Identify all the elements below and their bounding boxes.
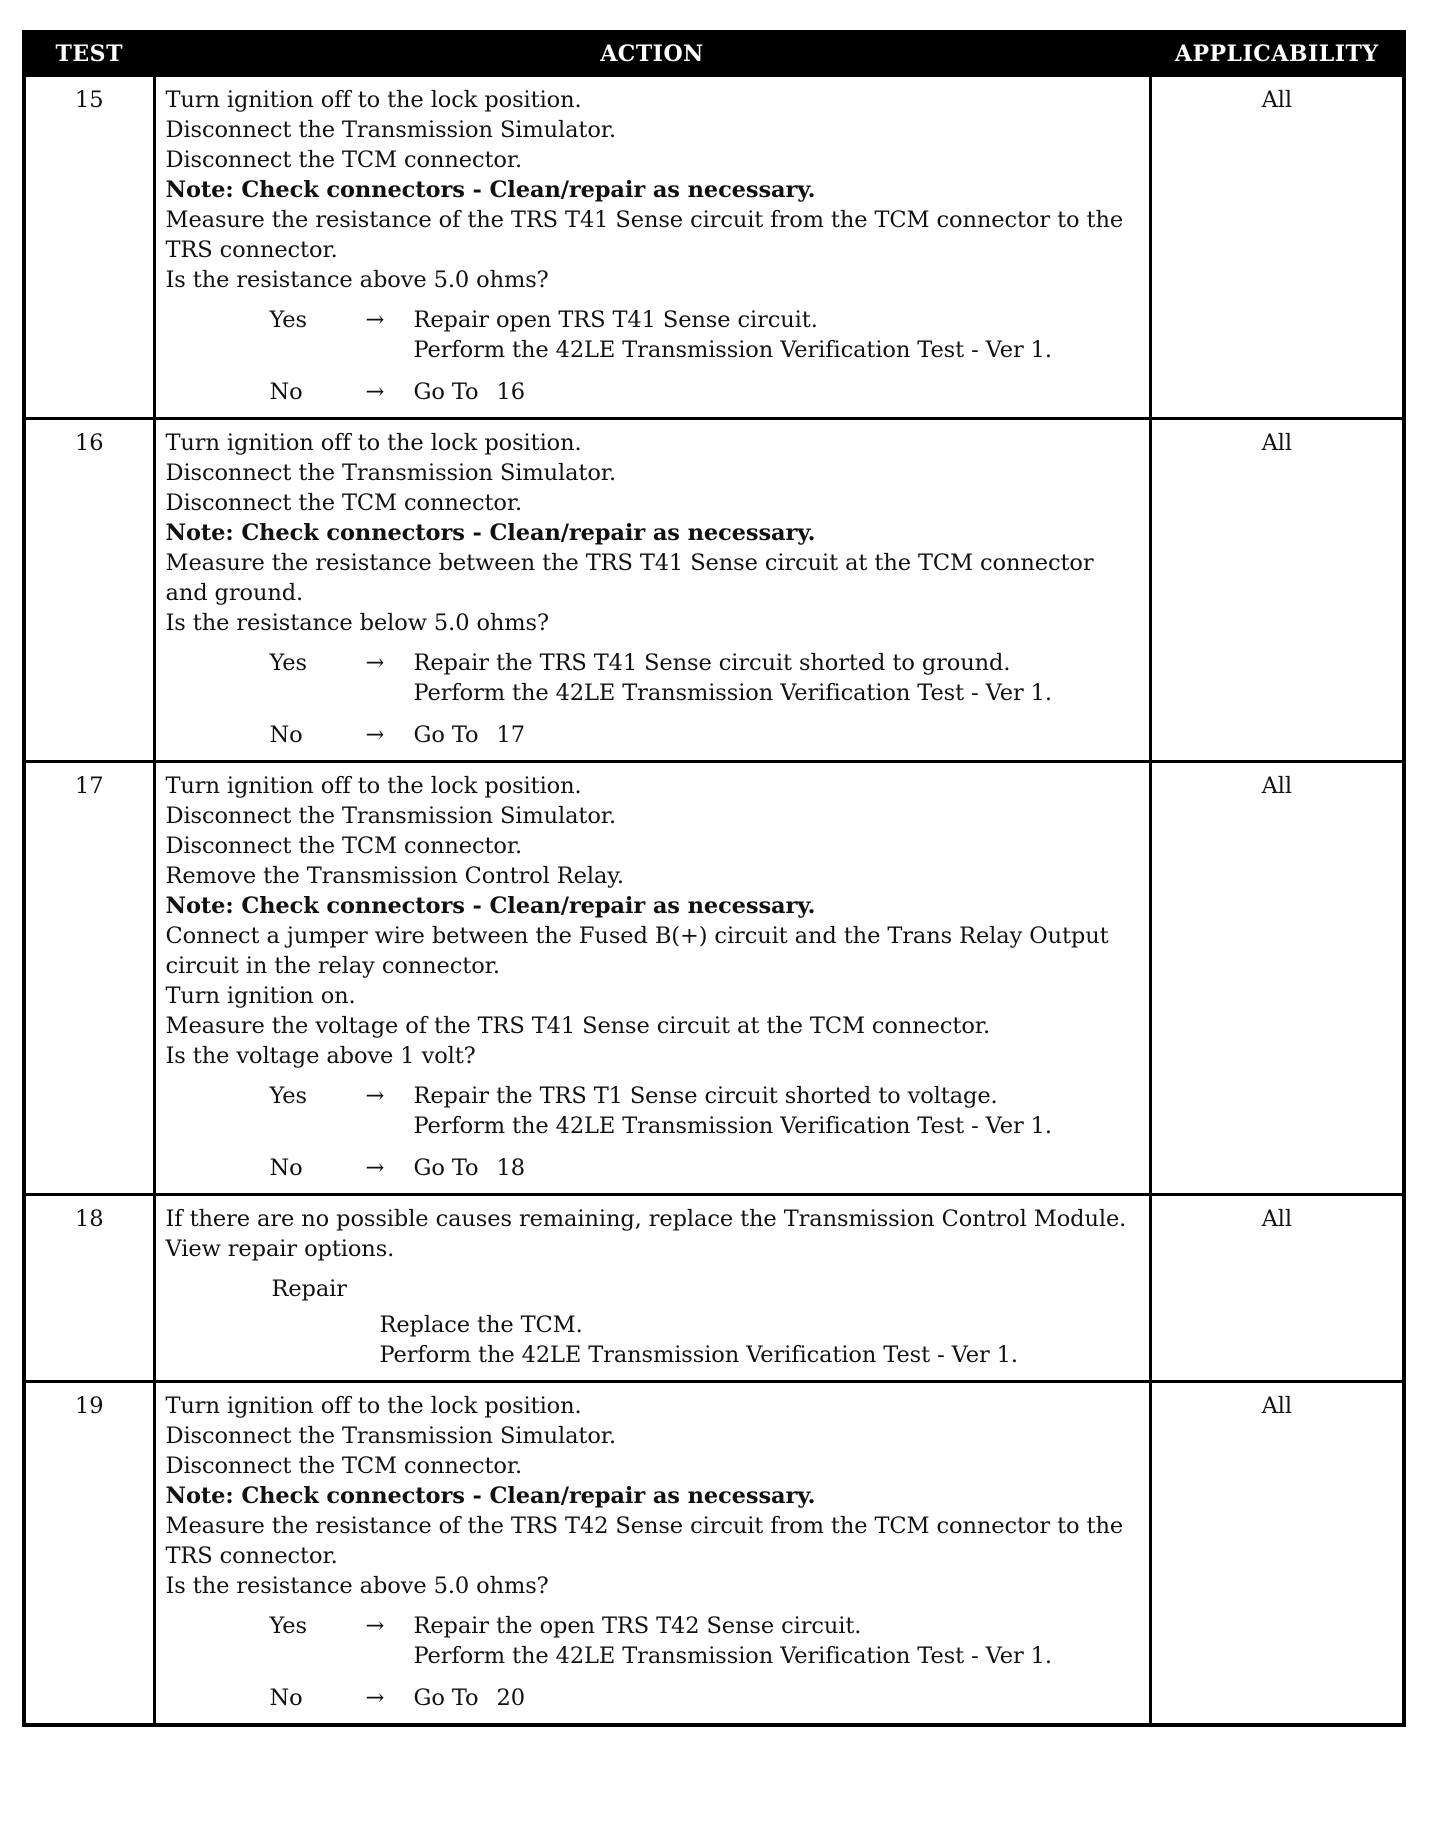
yes-label: Yes: [269, 1083, 307, 1109]
test-number: 18: [24, 1195, 154, 1382]
question-line: Is the voltage above 1 volt?: [165, 1043, 476, 1069]
action-line: Measure the voltage of the TRS T41 Sense circuit at the TCM connector.: [165, 1013, 991, 1039]
yes-action: Perform the 42LE Transmission Verification Test - Ver 1.: [413, 680, 1052, 706]
note-line: Note: Check connectors - Clean/repair as necessary.: [165, 520, 816, 546]
goto-label: Go To: [413, 1155, 479, 1181]
action-line: Turn ignition off to the lock position.: [165, 1393, 582, 1419]
applicability-cell: All: [1150, 419, 1404, 762]
action-line: Disconnect the TCM connector.: [165, 147, 523, 173]
action-line: Disconnect the Transmission Simulator.: [165, 1423, 617, 1449]
action-cell: [154, 1195, 1150, 1382]
no-response: [166, 1153, 1143, 1183]
goto-number: 17: [496, 722, 525, 748]
no-label: No: [269, 379, 303, 405]
applicability-cell: All: [1150, 1382, 1404, 1726]
no-response: [166, 1683, 1143, 1713]
repair-action: Replace the TCM.: [379, 1312, 583, 1338]
yes-action: Repair the open TRS T42 Sense circuit.: [413, 1613, 862, 1639]
action-line: Disconnect the Transmission Simulator.: [165, 460, 617, 486]
action-line: Turn ignition off to the lock position.: [165, 773, 582, 799]
action-line: Turn ignition off to the lock position.: [165, 87, 582, 113]
applicability-cell: All: [1150, 76, 1404, 419]
header-action: ACTION: [154, 32, 1150, 76]
arrow-icon: →: [365, 1155, 385, 1181]
header-applicability: APPLICABILITY: [1150, 32, 1404, 76]
no-label: No: [269, 1685, 303, 1711]
action-line: Turn ignition on.: [165, 983, 356, 1009]
yes-response: [166, 648, 1143, 708]
table-header-row: [24, 32, 1404, 76]
action-line: Measure the resistance between the TRS T41 Sense circuit at the TCM connector and ground.: [165, 550, 1094, 606]
test-number: 17: [24, 762, 154, 1195]
yes-action: Repair the TRS T41 Sense circuit shorted to ground.: [413, 650, 1011, 676]
action-line: Connect a jumper wire between the Fused B(+) circuit and the Trans Relay Output circuit in the relay connector.: [165, 923, 1109, 979]
goto-number: 16: [496, 379, 525, 405]
yes-response: [166, 305, 1143, 365]
table-row: [24, 1382, 1404, 1726]
action-cell: [154, 762, 1150, 1195]
question-line: Is the resistance below 5.0 ohms?: [165, 610, 549, 636]
yes-action: Perform the 42LE Transmission Verification Test - Ver 1.: [413, 337, 1052, 363]
applicability-cell: All: [1150, 1195, 1404, 1382]
action-cell: [154, 419, 1150, 762]
goto-label: Go To: [413, 379, 479, 405]
no-label: No: [269, 1155, 303, 1181]
table-row: [24, 76, 1404, 419]
yes-action: Repair the TRS T1 Sense circuit shorted to voltage.: [413, 1083, 998, 1109]
table-row: [24, 762, 1404, 1195]
arrow-icon: →: [365, 650, 385, 676]
action-line: Disconnect the TCM connector.: [165, 490, 523, 516]
table-row: [24, 1195, 1404, 1382]
arrow-icon: →: [365, 1685, 385, 1711]
note-line: Note: Check connectors - Clean/repair as necessary.: [165, 177, 816, 203]
diagnostic-table: [22, 30, 1406, 1727]
goto-number: 20: [496, 1685, 525, 1711]
goto-number: 18: [496, 1155, 525, 1181]
action-cell: [154, 76, 1150, 419]
yes-action: Perform the 42LE Transmission Verification Test - Ver 1.: [413, 1643, 1052, 1669]
repair-label: Repair: [271, 1276, 347, 1302]
no-response: [166, 377, 1143, 407]
test-number: 15: [24, 76, 154, 419]
note-line: Note: Check connectors - Clean/repair as necessary.: [165, 1483, 816, 1509]
test-number: 19: [24, 1382, 154, 1726]
action-line: Measure the resistance of the TRS T42 Sense circuit from the TCM connector to the TRS connector.: [165, 1513, 1124, 1569]
arrow-icon: →: [365, 379, 385, 405]
test-number: 16: [24, 419, 154, 762]
arrow-icon: →: [365, 1613, 385, 1639]
no-response: [166, 720, 1143, 750]
action-line: Turn ignition off to the lock position.: [165, 430, 582, 456]
action-line: Disconnect the TCM connector.: [165, 833, 523, 859]
action-line: If there are no possible causes remaining, replace the Transmission Control Module.: [165, 1206, 1127, 1232]
arrow-icon: →: [365, 1083, 385, 1109]
applicability-cell: All: [1150, 762, 1404, 1195]
action-line: Disconnect the TCM connector.: [165, 1453, 523, 1479]
yes-action: Repair open TRS T41 Sense circuit.: [413, 307, 818, 333]
goto-label: Go To: [413, 722, 479, 748]
action-line: View repair options.: [165, 1236, 395, 1262]
table-row: [24, 419, 1404, 762]
yes-label: Yes: [269, 1613, 307, 1639]
arrow-icon: →: [365, 307, 385, 333]
arrow-icon: →: [365, 722, 385, 748]
yes-label: Yes: [269, 650, 307, 676]
diagnostic-test-page: [22, 30, 1402, 1727]
yes-action: Perform the 42LE Transmission Verification Test - Ver 1.: [413, 1113, 1052, 1139]
question-line: Is the resistance above 5.0 ohms?: [165, 267, 549, 293]
yes-response: [166, 1081, 1143, 1141]
header-test: TEST: [24, 32, 154, 76]
repair-actions: [166, 1310, 1143, 1370]
yes-response: [166, 1611, 1143, 1671]
action-cell: [154, 1382, 1150, 1726]
action-line: Measure the resistance of the TRS T41 Sense circuit from the TCM connector to the TRS connector.: [165, 207, 1124, 263]
no-label: No: [269, 722, 303, 748]
goto-label: Go To: [413, 1685, 479, 1711]
action-line: Remove the Transmission Control Relay.: [165, 863, 624, 889]
yes-label: Yes: [269, 307, 307, 333]
action-line: Disconnect the Transmission Simulator.: [165, 117, 617, 143]
question-line: Is the resistance above 5.0 ohms?: [165, 1573, 549, 1599]
note-line: Note: Check connectors - Clean/repair as necessary.: [165, 893, 816, 919]
repair-action: Perform the 42LE Transmission Verification Test - Ver 1.: [379, 1342, 1018, 1368]
action-line: Disconnect the Transmission Simulator.: [165, 803, 617, 829]
